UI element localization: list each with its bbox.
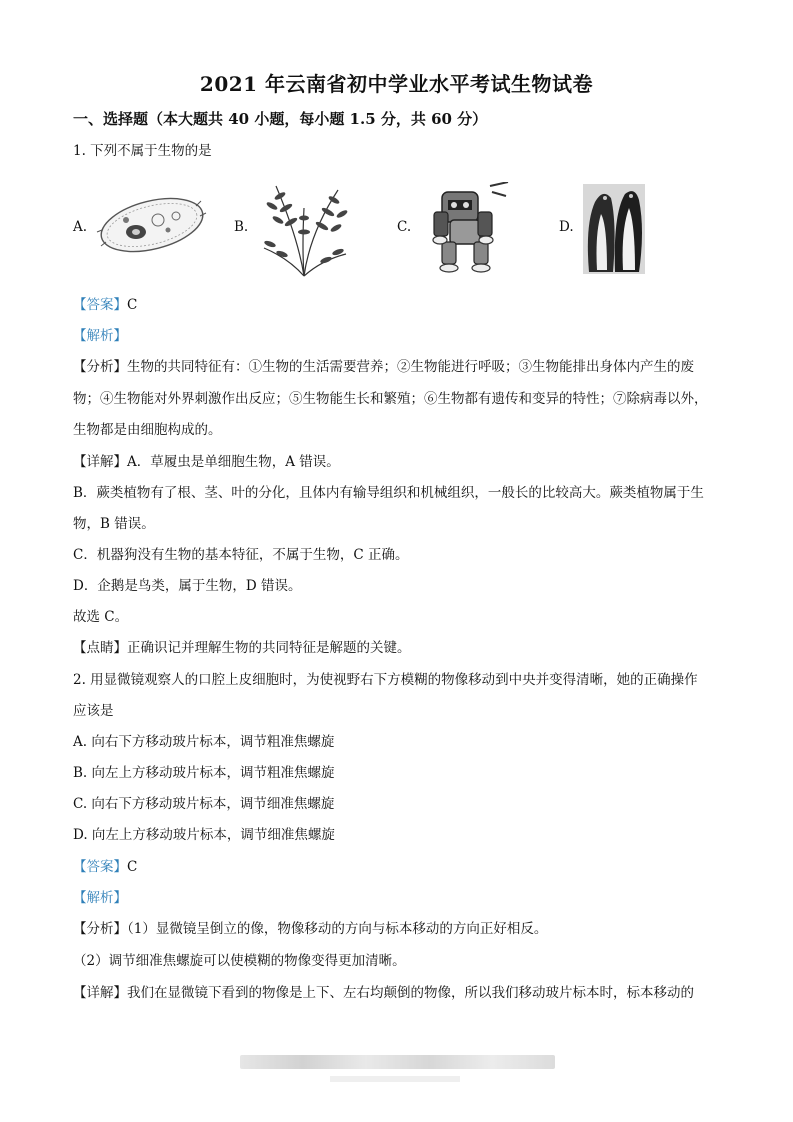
fenxi-text: 生物的共同特征有：①生物的生活需要营养；②生物能进行呼吸；③生物能排出身体内产生的废 — [127, 359, 694, 375]
comment-text: 正确识记并理解生物的共同特征是解题的关键。 — [127, 640, 411, 656]
q2-stem-line-1: 2. 用显微镜观察人的口腔上皮细胞时，为使视野右下方模糊的物像移动到中央并变得清晰，她的正确操作 — [73, 672, 698, 688]
q2-detail-line-1 — [73, 984, 694, 1002]
q2-option-d: D. 向左上方移动玻片标本，调节细准焦螺旋 — [73, 827, 335, 843]
q1-answer — [73, 296, 137, 314]
answer-tag: 【答案】 — [73, 297, 127, 313]
blurred-footer-subline — [330, 1076, 460, 1082]
q1-detail-line-2: B．蕨类植物有了根、茎、叶的分化，且体内有输导组织和机械组织，一般长的比较高大。蕨类植物属于生 — [73, 485, 704, 501]
q2-option-c: C. 向右下方移动玻片标本，调节细准焦螺旋 — [73, 796, 335, 812]
answer-value: C — [127, 297, 138, 313]
q1-option-a-label: A. — [73, 219, 88, 235]
fenxi-text: （1）显微镜呈倒立的像，物像移动的方向与标本移动的方向正好相反。 — [127, 921, 548, 937]
detail-text: 我们在显微镜下看到的物像是上下、左右均颠倒的物像，所以我们移动玻片标本时，标本移动的 — [127, 985, 694, 1001]
fern-figure — [258, 178, 350, 282]
q1-analysis-tag: 【解析】 — [73, 328, 127, 344]
detail-tag: 【详解】 — [73, 985, 127, 1001]
q2-stem-line-2: 应该是 — [73, 703, 114, 719]
robot-dog-figure — [420, 182, 516, 278]
blurred-footer-watermark — [240, 1055, 555, 1069]
q1-fenxi-line-3: 生物都是由细胞构成的。 — [73, 422, 222, 438]
comment-tag: 【点睛】 — [73, 640, 127, 656]
answer-tag: 【答案】 — [73, 859, 127, 875]
q1-option-b-label: B. — [234, 219, 249, 235]
q1-fenxi-line-1 — [73, 358, 694, 376]
q1-comment — [73, 639, 411, 657]
q1-detail-line-3: 物，B 错误。 — [73, 516, 155, 532]
section-heading: 一、选择题（本大题共 40 小题，每小题 1.5 分，共 60 分） — [73, 110, 488, 128]
q1-stem: 1. 下列不属于生物的是 — [73, 143, 212, 159]
page-title: 2021 年云南省初中学业水平考试生物试卷 — [199, 72, 594, 96]
q2-answer — [73, 858, 137, 876]
q1-fenxi-line-2: 物；④生物能对外界刺激作出反应；⑤生物能生长和繁殖；⑥生物都有遗传和变异的特性；⑦除病毒以外， — [73, 391, 708, 407]
answer-value: C — [127, 859, 138, 875]
q2-analysis-tag: 【解析】 — [73, 890, 127, 906]
q1-option-d-label: D. — [559, 219, 574, 235]
q1-detail-line-1 — [73, 453, 340, 471]
detail-tag: 【详解】 — [73, 454, 127, 470]
paramecium-figure — [96, 192, 208, 262]
penguins-figure — [583, 184, 645, 278]
q2-fenxi-line-2: （2）调节细准焦螺旋可以使模糊的物像变得更加清晰。 — [73, 953, 406, 969]
q2-option-b: B. 向左上方移动玻片标本，调节粗准焦螺旋 — [73, 765, 335, 781]
q1-detail-line-6: 故选 C。 — [73, 609, 129, 625]
q1-detail-line-5: D．企鹅是鸟类，属于生物，D 错误。 — [73, 578, 302, 594]
fenxi-tag: 【分析】 — [73, 359, 127, 375]
detail-text: A．草履虫是单细胞生物，A 错误。 — [127, 454, 340, 470]
q2-option-a: A. 向右下方移动玻片标本，调节粗准焦螺旋 — [73, 734, 335, 750]
q1-detail-line-4: C．机器狗没有生物的基本特征，不属于生物，C 正确。 — [73, 547, 409, 563]
fenxi-tag: 【分析】 — [73, 921, 127, 937]
q1-option-c-label: C. — [397, 219, 412, 235]
q2-fenxi-line-1 — [73, 920, 547, 938]
